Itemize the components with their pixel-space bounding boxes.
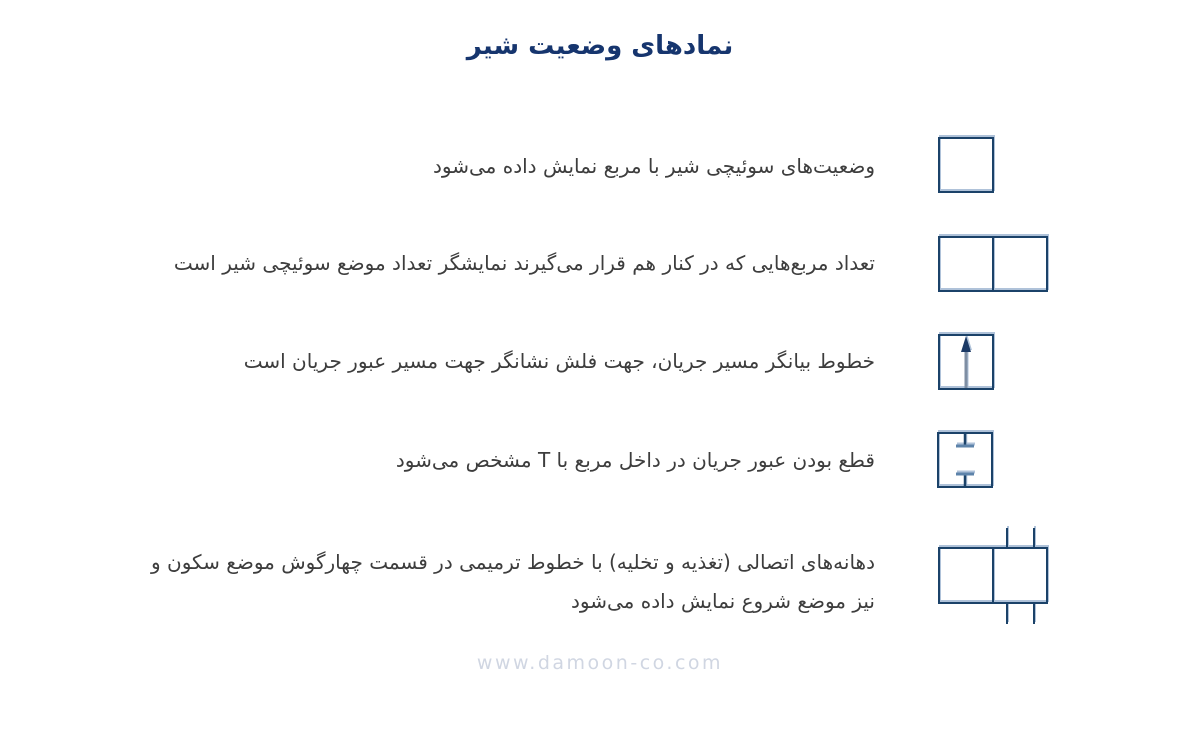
row-1-description: وضعیت‌های سوئیچی شیر با مربع نمایش داده می‌شود: [433, 154, 875, 178]
square-with-blocked-ports-icon: [937, 432, 993, 488]
watermark: www.damoon-co.com: [476, 652, 724, 674]
row-3-description: خطوط بیانگر مسیر جریان، جهت فلش نشانگر جهت مسیر عبور جریان است: [243, 349, 875, 373]
square-with-flow-arrow-icon: [938, 334, 994, 390]
single-square-icon: [938, 137, 994, 193]
row-4-description: قطع بودن عبور جریان در داخل مربع با T مشخص می‌شود: [395, 448, 875, 472]
row-5-description-line-1: دهانه‌های اتصالی (تغذیه و تخلیه) با خطوط ترمیمی در قسمت چهارگوش موضع سکون و: [151, 550, 875, 574]
page-title: نمادهای وضعیت شیر: [466, 31, 734, 61]
two-squares-with-connection-ports-icon: [938, 527, 1048, 625]
row-2-description: تعداد مربع‌هایی که در کنار هم قرار می‌گیرند نمایشگر تعداد موضع سوئیچی شیر است: [173, 251, 875, 275]
row-5-description-line-2: نیز موضع شروع نمایش داده می‌شود: [571, 589, 875, 613]
two-adjacent-squares-icon: [938, 236, 1048, 292]
